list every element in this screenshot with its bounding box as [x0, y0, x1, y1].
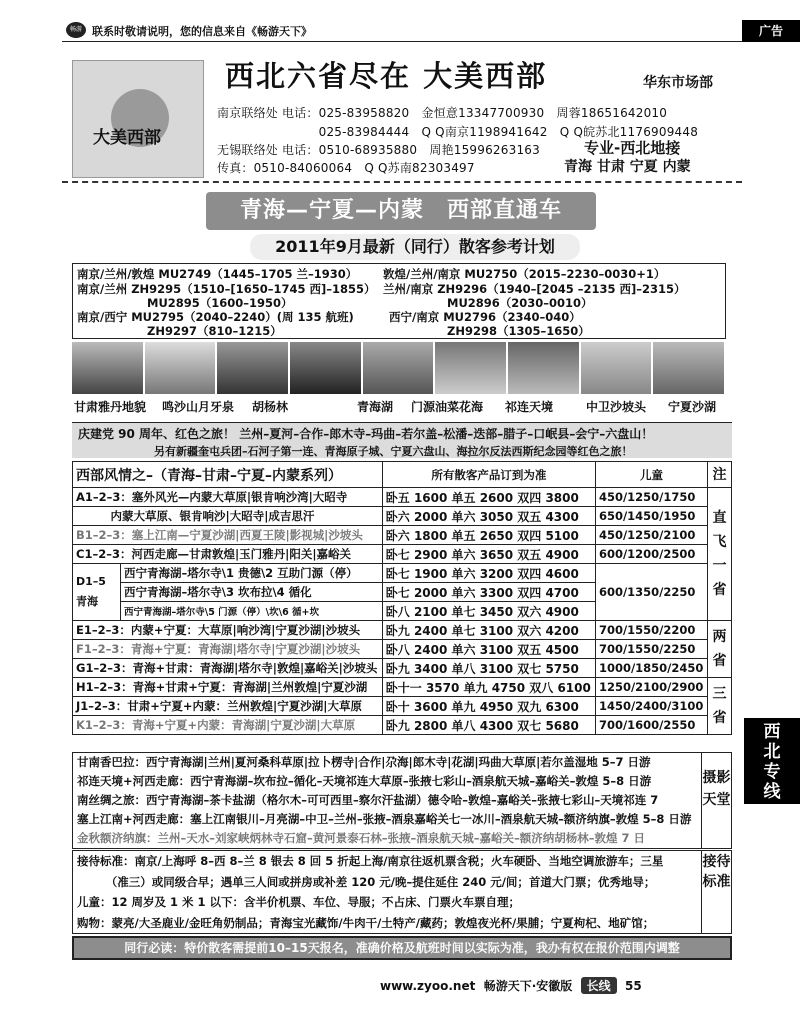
photo-caption: 宁夏沙湖 — [668, 400, 717, 414]
d-series-label — [73, 564, 121, 621]
note-direct-flight: 直飞一省 — [708, 488, 732, 621]
table-row — [73, 621, 732, 640]
table-row — [73, 545, 732, 564]
child-price: 650/1450/1950 — [595, 507, 707, 526]
table-row — [73, 488, 732, 507]
child-price: 600/1350/2250 — [595, 564, 707, 621]
d-series-code: D1–5 — [76, 575, 106, 588]
footer-badge: 长线 — [581, 977, 617, 994]
photo-rapeseed — [435, 342, 506, 394]
flight-line: MU2895（1600–1950） — [147, 296, 293, 310]
section-tab — [744, 718, 800, 804]
contact-line: 无锡联络处 电话：0510-68935880 周艳15996263163 — [217, 143, 540, 157]
promo-line: 庆建党 90 周年、红色之旅！ 兰州–夏河–合作–郎木寺–玛曲–若尔盖–松潘–迭部–腊子–口岷县–会宁–六盘山！ — [78, 427, 654, 441]
photo-caption: 中卫沙坡头 — [586, 400, 647, 414]
contact-line: 传真：0510-84060064 Q Q苏南82303497 — [217, 161, 475, 175]
company-slogan: 西北六省尽在 大美西部 — [225, 59, 548, 93]
photo-caption: 鸣沙山月牙泉 — [162, 400, 235, 414]
route-name: C1–2–3：河西走廊—甘肃敦煌|玉门雅丹|阳关|嘉峪关 — [73, 545, 383, 564]
route-name: F1–2–3：青海+宁夏：青海湖|塔尔寺|宁夏沙湖|沙坡头 — [73, 640, 383, 659]
contact-line: 025-83984444 Q Q南京1198941642 Q Q皖苏北1176909448 — [217, 125, 699, 139]
fare-col-header: 儿童 — [595, 462, 707, 488]
list-item: 金秋额济纳旗：兰州–天水–刘家峡炳林寺石窟–黄河景泰石林–张掖–酒泉航天城–嘉峪关–额济纳胡杨林–敦煌 7 日 — [77, 831, 646, 845]
route-price: 卧五 1600 单五 2600 双四 3800 — [382, 488, 595, 507]
child-price: 700/1550/2200 — [595, 621, 707, 640]
flight-line: 兰州/南京 ZH9296（1940–[2045 –2135 西]–2315） — [383, 282, 686, 296]
table-row — [73, 678, 732, 697]
photo-strip — [72, 342, 726, 394]
flight-schedule — [72, 263, 726, 339]
photo-crescent-spring — [145, 342, 216, 394]
flight-line: 南京/兰州/敦煌 MU2749（1445–1705 兰–1930） — [77, 267, 358, 281]
route-banner: 青海—宁夏—内蒙 西部直通车 — [206, 192, 596, 230]
reception-side-label: 接待标准 — [701, 851, 731, 933]
header-note: 联系时敬请说明，您的信息来自《畅游天下》 — [92, 25, 312, 38]
route-price: 卧十 3600 单九 4950 双九 6300 — [382, 697, 595, 716]
route-price: 卧九 2400 单七 3100 双六 4200 — [382, 621, 595, 640]
footer-url: www.zyoo.net — [380, 979, 476, 993]
list-item: 南丝绸之旅：西宁青海湖–茶卡盐湖（格尔木–可可西里–察尔汗盐湖）德令哈–敦煌–嘉峪关–张掖七彩山–天境祁连 7 — [77, 793, 659, 807]
fare-title: 西部风情之–（青海–甘肃–宁夏–内蒙系列） — [73, 462, 383, 488]
list-item: 接待标准：南京/上海呼 8–西 8–兰 8 银去 8 回 5 折起上海/南京往返机票含税；火车硬卧、当地空调旅游车；三星 — [77, 854, 664, 868]
route-name: H1–2–3：青海+甘肃+宁夏：青海湖|兰州敦煌|宁夏沙湖 — [73, 678, 383, 697]
route-name: 内蒙大草原、银肯响沙|大昭寺|成吉思汗 — [73, 507, 383, 526]
list-item: 甘南香巴拉：西宁青海湖|兰州|夏河桑科草原|拉卜楞寺|合作|尕海|郎木寺|花湖|玛曲大草原|若尔盖湿地 5–7 日游 — [77, 755, 651, 769]
provinces-text: 青海 甘肃 宁夏 内蒙 — [564, 159, 691, 175]
flight-line: 南京/兰州 ZH9295（1510–[1650–1745 西]–1855） — [77, 282, 376, 296]
note-two-provinces: 两省 — [708, 621, 732, 678]
photography-note: 摄影天堂 — [701, 753, 731, 848]
route-name: J1–2–3：甘肃+宁夏+内蒙：兰州敦煌|宁夏沙湖|大草原 — [73, 697, 383, 716]
fare-header-row — [73, 462, 732, 488]
child-price: 1450/2400/3100 — [595, 697, 707, 716]
ad-tag: 广告 — [742, 20, 800, 42]
flight-line: 南京/西宁 MU2795（2040–2240）(周 135 航班) — [77, 310, 354, 324]
child-price: 1000/1850/2450 — [595, 659, 707, 678]
photo-qinghai-lake — [363, 342, 434, 394]
page-footer — [380, 977, 642, 994]
reception-standard — [72, 850, 732, 934]
flight-line: ZH9297（810–1215） — [147, 324, 282, 338]
route-price: 卧七 2000 单六 3300 双四 4700 — [382, 583, 595, 602]
route-price: 卧七 2900 单六 3650 双五 4900 — [382, 545, 595, 564]
route-price: 卧九 2800 单八 4300 双七 5680 — [382, 716, 595, 735]
route-name: K1–2–3：青海+宁夏+内蒙：青海湖|宁夏沙湖|大草原 — [73, 716, 383, 735]
list-item: （准三）或同级合早；遇单三人间或拼房或补差 120 元/晚–提住延住 240 元/间；首道大门票；优秀地导； — [77, 874, 656, 889]
fare-table — [72, 461, 732, 735]
photo-caption: 门源油菜花海 — [411, 400, 484, 414]
list-item: 儿童：12 周岁及 1 米 1 以下：含半价机票、车位、导服；不占床、门票火车票自理； — [77, 895, 521, 909]
child-price: 700/1550/2250 — [595, 640, 707, 659]
section-tab-label: 西北专线 — [763, 722, 781, 802]
route-price: 卧九 3400 单八 3100 双七 5750 — [382, 659, 595, 678]
photo-caption: 祁连天境 — [505, 400, 554, 414]
page-header — [62, 20, 800, 42]
market-department: 华东市场部 — [643, 75, 713, 91]
photo-caption: 胡杨林 — [252, 400, 289, 414]
promo-box — [72, 422, 732, 458]
photo-snow — [290, 342, 361, 394]
specialty-text: 专业-西北地接 — [584, 139, 681, 157]
note-three-provinces: 三省 — [708, 678, 732, 735]
route-name: 西宁青海湖–塔尔寺\3 坎布拉\4 循化 — [121, 583, 383, 602]
photo-populus — [217, 342, 288, 394]
route-name: A1–2–3：塞外风光—内蒙大草原|银肯响沙湾|大昭寺 — [73, 488, 383, 507]
photo-yardang — [72, 342, 143, 394]
table-row — [73, 640, 732, 659]
company-logo-text: 大美西部 — [93, 128, 161, 148]
flight-line: MU2896（2030–0010） — [447, 296, 593, 310]
dashed-divider — [62, 181, 742, 183]
company-logo — [72, 60, 204, 178]
route-name: G1–2–3：青海+甘肃：青海湖|塔尔寺|敦煌|嘉峪关|沙坡头 — [73, 659, 383, 678]
route-price: 卧八 2400 单六 3100 双五 4500 — [382, 640, 595, 659]
route-name: 西宁青海湖–塔尔寺\5 门源（停）\坎\6 循+坎 — [121, 602, 383, 621]
list-item: 祁连天境+河西走廊：西宁青海湖–坎布拉–循化–天境祁连大草原–张掖七彩山–酒泉航天城–嘉峪关–敦煌 5–8 日游 — [77, 774, 652, 788]
route-price: 卧十一 3570 单九 4750 双八 6100 — [382, 678, 595, 697]
fare-col-header: 注 — [708, 462, 732, 488]
photo-sand-lake — [653, 342, 724, 394]
company-block — [67, 52, 743, 180]
photo-shapotou — [581, 342, 652, 394]
list-item: 购物：蒙亮/大圣鹿业/金旺角奶制品；青海宝光藏饰/牛肉干/土特产/藏药；敦煌夜光杯/果脯；宁夏枸杞、地矿馆； — [77, 915, 655, 930]
flight-line: 西宁/南京 MU2796（2340–040） — [389, 310, 581, 324]
photo-caption: 甘肃雅丹地貌 — [74, 400, 147, 414]
child-price: 700/1600/2550 — [595, 716, 707, 735]
d-series-sub: 青海 — [76, 595, 98, 608]
photo-qilian — [508, 342, 579, 394]
plan-subtitle: 2011年9月最新（同行）散客参考计划 — [250, 234, 580, 260]
route-price: 卧七 1900 单六 3200 双四 4600 — [382, 564, 595, 583]
table-row — [73, 564, 732, 583]
table-row — [73, 659, 732, 678]
table-row — [73, 697, 732, 716]
flight-line: ZH9298（1305–1650） — [447, 324, 590, 338]
child-price: 600/1200/2500 — [595, 545, 707, 564]
route-name: E1–2–3：内蒙+宁夏：大草原|响沙湾|宁夏沙湖|沙坡头 — [73, 621, 383, 640]
notice-bar: 同行必读：特价散客需提前10–15天报名，准确价格及航班时间以实际为准，我办有权在报价范围内调整 — [72, 936, 732, 960]
route-name: B1–2–3：塞上江南—宁夏沙湖|西夏王陵|影视城|沙坡头 — [73, 526, 383, 545]
child-price: 450/1250/2100 — [595, 526, 707, 545]
fare-col-header: 所有散客产品订到为准 — [382, 462, 595, 488]
promo-line: 另有新疆奎屯兵团–石河子第一连、青海原子城、宁夏六盘山、海拉尔反法西斯纪念园等红色之旅！ — [154, 445, 633, 458]
table-row — [73, 526, 732, 545]
route-price: 卧八 2100 单七 3450 双六 4900 — [382, 602, 595, 621]
route-price: 卧六 2000 单六 3050 双五 4300 — [382, 507, 595, 526]
magazine-logo: 畅游 — [66, 22, 86, 38]
table-row — [73, 507, 732, 526]
child-price: 1250/2100/2900 — [595, 678, 707, 697]
route-name: 西宁青海湖–塔尔寺\1 贵德\2 互助门源（停） — [121, 564, 383, 583]
child-price: 450/1250/1750 — [595, 488, 707, 507]
flight-line: 敦煌/兰州/南京 MU2750（2015–2230–0030+1） — [383, 267, 666, 281]
contact-line: 南京联络处 电话：025-83958820 金恒意13347700930 周蓉18651642010 — [217, 106, 668, 120]
table-row — [73, 716, 732, 735]
footer-magazine: 畅游天下·安徽版 — [483, 979, 573, 993]
route-price: 卧六 1800 单五 2650 双四 5100 — [382, 526, 595, 545]
special-routes — [72, 752, 732, 849]
photo-caption: 青海湖 — [357, 400, 394, 414]
page-number: 55 — [624, 979, 642, 993]
list-item: 塞上江南+河西走廊：塞上江南银川–月亮湖–中卫–兰州–张掖–酒泉嘉峪关七一冰川–酒泉航天城–额济纳旗–敦煌 5–8 日游 — [77, 812, 692, 826]
